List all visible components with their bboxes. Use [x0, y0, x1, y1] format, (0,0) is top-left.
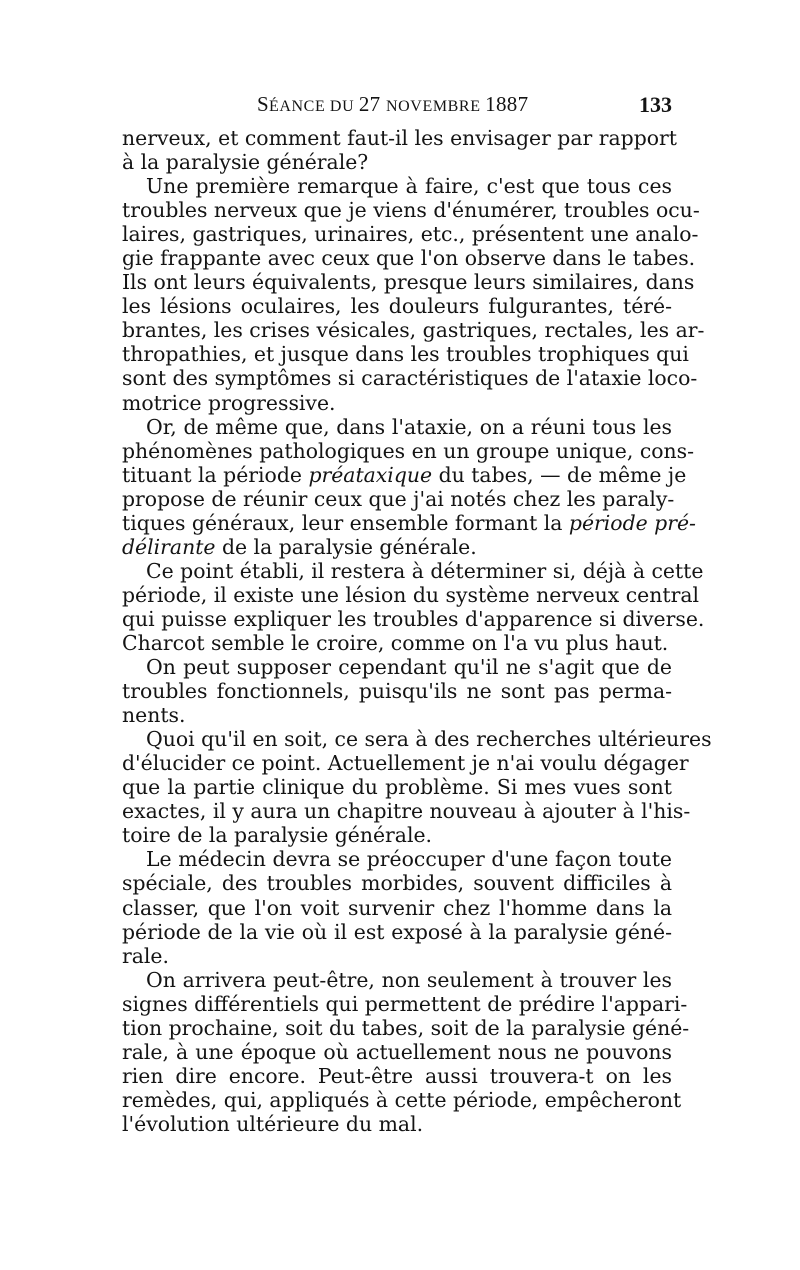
italic-term-periode-pre: période pré-: [568, 510, 696, 535]
running-title: [257, 92, 528, 117]
text-line: exactes, il y aura un chapitre nouveau à ajouter à l'his-: [122, 799, 691, 824]
text-line: thropathies, et jusque dans les troubles trophiques qui: [122, 342, 689, 367]
text-run: tituant la période: [122, 462, 309, 487]
text-line: qui puisse expliquer les troubles d'apparence si diverse.: [122, 606, 705, 631]
text-run: de la paralysie générale.: [215, 534, 477, 559]
paragraph-start-line: On peut supposer cependant qu'il ne s'agit que de: [146, 655, 672, 680]
paragraph-start-line: Le médecin devra se préoccuper d'une façon toute: [146, 847, 672, 872]
paragraph-start-line: On arrivera peut-être, non seulement à trouver les: [146, 967, 672, 992]
text-line: l'évolution ultérieure du mal.: [122, 1111, 424, 1136]
text-line: sont des symptômes si caractéristiques de l'ataxie loco-: [122, 366, 698, 391]
text-line: troubles nerveux que je viens d'énumérer, troubles ocu-: [122, 198, 700, 223]
text-line: classer, que l'on voit survenir chez l'homme dans la: [122, 895, 672, 920]
text-line: propose de réunir ceux que j'ai notés chez les paraly-: [122, 486, 675, 511]
text-line: rien dire encore. Peut-être aussi trouvera-t on les: [122, 1063, 672, 1088]
text-line: [122, 462, 687, 487]
text-line: brantes, les crises vésicales, gastriques, rectales, les ar-: [122, 318, 705, 343]
text-line: Charcot semble le croire, comme on l'a vu plus haut.: [122, 630, 669, 655]
body-text: [122, 126, 712, 1136]
text-line: motrice progressive.: [122, 390, 336, 415]
paragraph-start-line: Or, de même que, dans l'ataxie, on a réuni tous les: [146, 414, 672, 439]
text-line: nerveux, et comment faut-il les envisager par rapport: [122, 126, 677, 150]
text-line: gie frappante avec ceux que l'on observe dans le tabes.: [122, 246, 696, 271]
running-title-seance: ÉANCE DU: [268, 98, 359, 115]
text-line: d'élucider ce point. Actuellement je n'ai voulu dégager: [122, 751, 689, 776]
paragraph-start-line: Une première remarque à faire, c'est que tous ces: [146, 174, 672, 199]
page-number: 133: [639, 92, 672, 117]
italic-term-delirante: délirante: [122, 534, 216, 559]
running-head: [122, 92, 672, 122]
text-line: période de la vie où il est exposé à la paralysie géné-: [122, 919, 672, 944]
text-line: que la partie clinique du problème. Si mes vues sont: [122, 775, 672, 800]
text-line: tion prochaine, soit du tabes, soit de la paralysie géné-: [122, 1015, 690, 1040]
text-line: les lésions oculaires, les douleurs fulgurantes, téré-: [122, 294, 672, 319]
running-title-year: 1887: [485, 92, 529, 116]
running-title-initial: S: [257, 92, 269, 116]
text-run: du tabes, — de même je: [432, 462, 687, 487]
text-line: période, il existe une lésion du système nerveux central: [122, 582, 699, 607]
text-line: toire de la paralysie générale.: [122, 823, 433, 848]
running-title-month: NOVEMBRE: [385, 98, 486, 115]
text-line: spéciale, des troubles morbides, souvent difficiles à: [122, 871, 672, 896]
text-line: nents.: [122, 703, 186, 728]
text-line: signes différentiels qui permettent de prédire l'appari-: [122, 991, 688, 1016]
text-line: remèdes, qui, appliqués à cette période, empêcheront: [122, 1087, 682, 1112]
text-line: troubles fonctionnels, puisqu'ils ne sont pas perma-: [122, 679, 672, 704]
running-title-day: 27: [358, 92, 386, 116]
paragraph-start-line: Ce point établi, il restera à déterminer si, déjà à cette: [146, 558, 704, 583]
text-line: [122, 510, 696, 535]
text-line: Ils ont leurs équivalents, presque leurs similaires, dans: [122, 270, 695, 295]
text-line: rale.: [122, 943, 169, 968]
paragraph-start-line: Quoi qu'il en soit, ce sera à des recherches ultérieures: [146, 727, 712, 752]
text-line: laires, gastriques, urinaires, etc., présentent une analo-: [122, 222, 699, 247]
italic-term-preataxique: préataxique: [308, 462, 433, 487]
text-line: rale, à une époque où actuellement nous ne pouvons: [122, 1039, 672, 1064]
text-line: phénomènes pathologiques en un groupe unique, cons-: [122, 438, 695, 463]
text-line: à la paralysie générale?: [122, 150, 369, 175]
text-run: tiques généraux, leur ensemble formant la: [122, 510, 569, 535]
text-line: [122, 535, 672, 559]
